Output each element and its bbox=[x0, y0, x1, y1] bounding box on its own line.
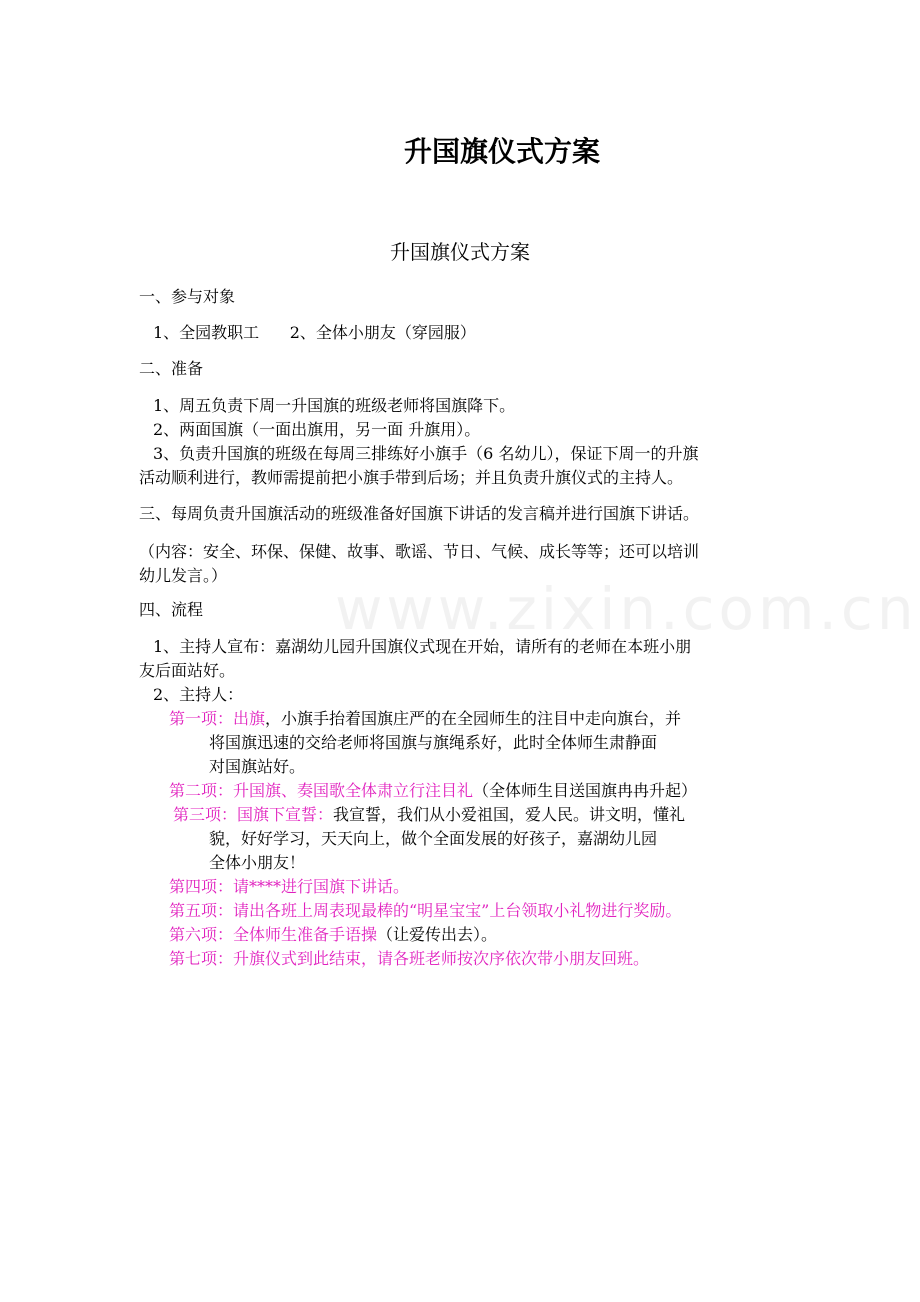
section-3-note-line-1: （内容：安全、环保、保健、故事、歌谣、节日、气候、成长等等；还可以培训 bbox=[139, 542, 700, 561]
section-3-note-line-2: 幼儿发言。） bbox=[139, 566, 228, 585]
step-7-line: 第七项：升旗仪式到此结束，请各班老师按次序依次带小朋友回班。 bbox=[169, 949, 650, 968]
section-3-heading: 三、每周负责升国旗活动的班级准备好国旗下讲话的发言稿并进行国旗下讲话。 bbox=[139, 504, 700, 523]
step-3-text: 我宣誓，我们从小爱祖国，爱人民。讲文明，懂礼 bbox=[333, 805, 686, 824]
step-3-label: 第三项：国旗下宣誓： bbox=[173, 805, 334, 824]
section-2-item-3-line-2: 活动顺利进行，教师需提前把小旗手带到后场；并且负责升旗仪式的主持人。 bbox=[139, 468, 684, 487]
section-2-heading: 二、准备 bbox=[139, 359, 204, 378]
step-2-line bbox=[169, 779, 697, 803]
step-1-text: ，小旗手抬着国旗庄严的在全园师生的注目中走向旗台，并 bbox=[265, 709, 682, 728]
document-title: 升国旗仪式方案 bbox=[403, 135, 600, 168]
section-4-heading: 四、流程 bbox=[139, 600, 204, 619]
step-3-line-2: 貌，好好学习，天天向上，做个全面发展的好孩子，嘉湖幼儿园 bbox=[209, 829, 658, 848]
section-2-item-1: 1、周五负责下周一升国旗的班级老师将国旗降下。 bbox=[153, 396, 516, 415]
section-2-item-3-line-1: 3、负责升国旗的班级在每周三排练好小旗手（6 名幼儿），保证下周一的升旗 bbox=[153, 444, 699, 463]
step-1-line-3: 对国旗站好。 bbox=[209, 757, 306, 776]
step-6-line bbox=[169, 923, 497, 947]
step-3-line-1 bbox=[173, 803, 685, 827]
step-1-line-1 bbox=[169, 707, 681, 731]
step-1-label: 第一项：出旗 bbox=[169, 709, 266, 728]
step-4-line: 第四项：请****进行国旗下讲话。 bbox=[169, 877, 410, 896]
step-1-line-2: 将国旗迅速的交给老师将国旗与旗绳系好，此时全体师生肃静面 bbox=[209, 733, 658, 752]
section-1-heading: 一、参与对象 bbox=[139, 287, 236, 306]
section-4-item-2: 2、主持人： bbox=[153, 685, 244, 704]
step-2-label: 第二项：升国旗、奏国歌全体肃立行注目礼 bbox=[169, 781, 474, 800]
step-3-line-3: 全体小朋友！ bbox=[209, 853, 306, 872]
step-6-text: （让爱传出去）。 bbox=[377, 925, 498, 944]
step-6-label: 第六项：全体师生准备手语操 bbox=[169, 925, 378, 944]
step-2-text: （全体师生目送国旗冉冉升起） bbox=[473, 781, 698, 800]
section-4-item-1-line-2: 友后面站好。 bbox=[139, 661, 236, 680]
step-5-line: 第五项：请出各班上周表现最棒的“明星宝宝”上台领取小礼物进行奖励。 bbox=[169, 901, 682, 920]
watermark: www.zixin.com.cn bbox=[335, 575, 918, 643]
document-subtitle: 升国旗仪式方案 bbox=[390, 240, 530, 264]
section-4-item-1-line-1: 1、主持人宣布：嘉湖幼儿园升国旗仪式现在开始，请所有的老师在本班小朋 bbox=[153, 637, 692, 656]
section-2-item-2: 2、两面国旗（一面出旗用，另一面 升旗用）。 bbox=[153, 420, 481, 439]
section-1-item: 1、全园教职工 2、全体小朋友（穿园服） bbox=[153, 323, 476, 342]
